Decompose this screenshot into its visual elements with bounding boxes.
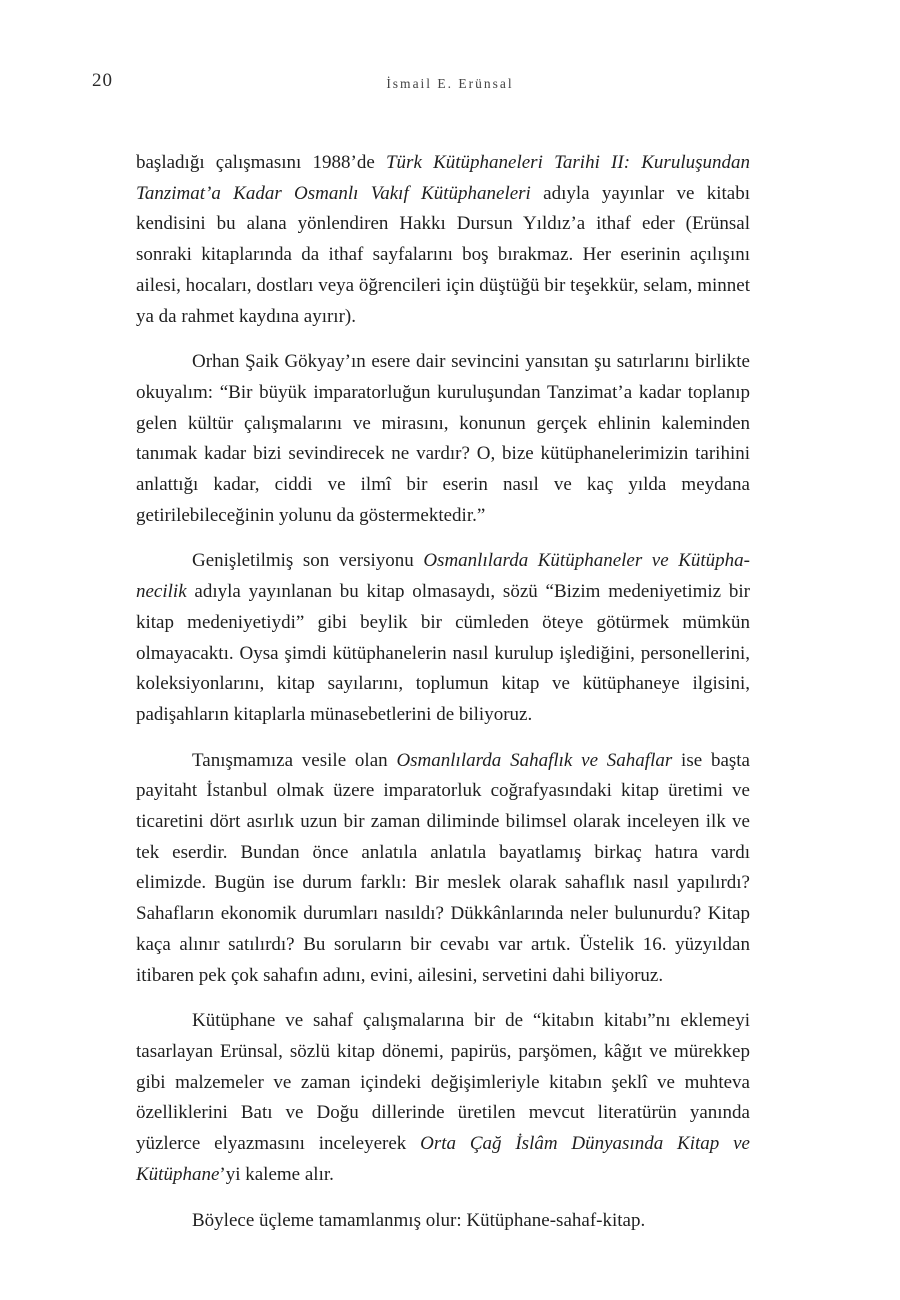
italic-title: Osmanlılarda Sahaflık ve Sahaflar	[396, 749, 673, 771]
text-run: Böylece üçleme tamamlanmış olur: Kütüphane-sahaf-kitap.	[192, 1209, 646, 1231]
text-run: başladığı çalışmasını 1988’de	[136, 152, 386, 173]
page-number: 20	[92, 70, 113, 91]
running-head: İsmail E. Erünsal	[386, 76, 514, 91]
text-run: ’yi kaleme alır.	[219, 1163, 334, 1185]
paragraph	[136, 1006, 750, 1190]
text-run: Genişletilmiş son versiyonu	[192, 550, 424, 572]
italic-title: Osmanlılarda Kütüphaneler ve Kütüphanecilik	[136, 550, 750, 603]
paragraph	[136, 148, 750, 332]
paragraph	[136, 746, 750, 992]
body-text	[136, 148, 750, 1251]
text-run: Orhan Şaik Gökyay’ın esere dair sevincini yansıtan şu satırlarını birlikte okuyalım: “Bir büyük imparatorluğun kuruluşundan Tanzimat’a kadar toplanıp gelen kültür çalışmalarını ve mirasını, konunun gerçek ehlinin kaleminden tanımak kadar bizi sevindirecek ne vardır? O, bize kütüphanelerimizin tarihini anlattığı kadar, ciddi ve ilmî bir eserin nasıl ve kaç yılda meydana getirilebileceğinin yolunu da göstermektedir.”	[136, 351, 750, 526]
paragraph	[136, 347, 750, 531]
text-run: Kütüphane ve sahaf çalışmalarına bir de “kitabın kitabı”nı eklemeyi tasarlayan Erünsal, sözlü kitap dönemi, papirüs, parşömen, kâğıt ve mürekkep gibi malzemeler ve zaman içindeki değişimleriyle kitabın şeklî ve muhteva özelliklerini Batı ve Doğu dillerinde üretilen mevcut literatürün yanında yüzlerce elyazmasını inceleyerek	[136, 1010, 750, 1155]
text-run: Tanışmamıza vesile olan	[192, 749, 397, 771]
italic-title: Orta Çağ İslâm Dünyasında Kitap ve Kütüphane	[136, 1133, 750, 1185]
text-run: adıyla yayınlar ve kitabı kendisini bu alana yönlendiren Hakkı Dursun Yıldız’a ithaf eder (Erünsal sonraki kitaplarında da ithaf sayfalarını boş bırakmaz. Her eserinin açılışını ailesi, hocaları, dostları veya öğrencileri için düştüğü bir teşekkür, selam, minnet ya da rahmet kaydına ayırır).	[136, 182, 750, 327]
paragraph	[136, 546, 750, 730]
paragraph	[136, 1206, 750, 1237]
text-run: ise başta payitaht İstanbul olmak üzere imparatorluk coğrafyasındaki kitap üretimi ve ticaretini dört asırlık uzun bir zaman diliminde bilimsel olarak inceleyen ilk ve tek eserdir. Bundan önce anlatıla anlatıla bayatlamış birkaç hatıra vardı elimizde. Bugün ise durum farklı: Bir meslek olarak sahaflık nasıl yapılırdı? Sahafların ekonomik durumları nasıldı? Dükkânlarında neler bulunurdu? Kitap kaça alınır satılırdı? Bu soruların bir cevabı var artık. Üstelik 16. yüzyıldan itibaren pek çok sahafın adını, evini, ailesini, servetini dahi biliyoruz.	[136, 749, 750, 986]
text-run: adıyla yayınlanan bu kitap olmasaydı, sözü “Bizim medeniyetimiz bir kitap medeniyetiydi” gibi beylik bir cümleden öteye götürmek mümkün olmayacaktı. Oysa şimdi kütüphanelerin nasıl kurulup işlediğini, personellerini, koleksiyonlarını, kitap sayılarını, toplumun kitap ve kütüphaneye ilgisini, padişahların kitaplarla münasebetlerini de biliyoruz.	[136, 581, 750, 725]
italic-title: Türk Kütüphaneleri Tarihi II: Kuruluşundan Tanzimat’a Kadar Osmanlı Vakıf Kütüphaneleri	[136, 152, 750, 204]
